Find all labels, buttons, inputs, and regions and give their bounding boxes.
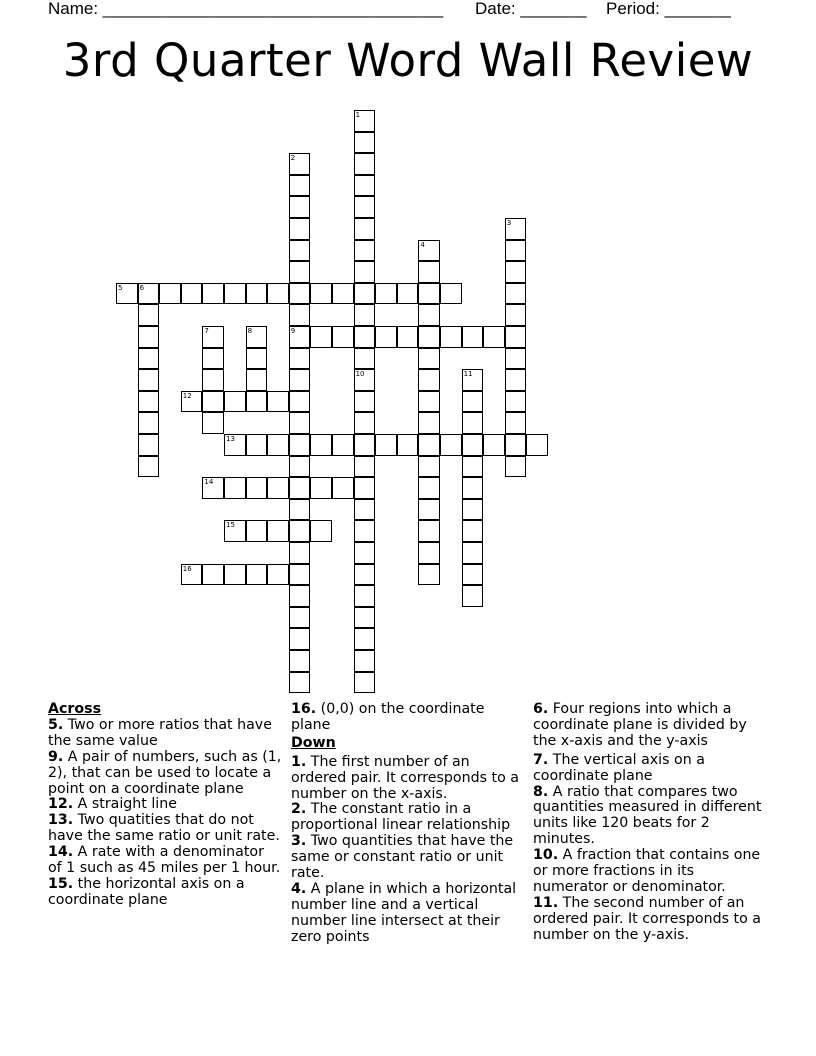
grid-cell[interactable] [375,283,397,305]
grid-cell[interactable] [332,283,354,305]
period-field-label: Period: _______ [606,0,731,18]
grid-cell[interactable] [332,434,354,456]
clue-number: 3 [506,219,512,227]
grid-cell[interactable] [289,153,311,175]
grid-cell[interactable] [354,585,376,607]
grid-cell[interactable] [246,283,268,305]
grid-cell[interactable] [138,304,160,326]
grid-cell[interactable] [202,348,224,370]
grid-cell[interactable] [246,348,268,370]
clue-number: 12 [182,391,192,400]
grid-cell[interactable] [483,434,505,456]
grid-cell[interactable] [354,628,376,650]
grid-cell[interactable] [289,391,311,413]
grid-cell[interactable] [289,369,311,391]
clue-across-13: 13. Two quatities that do not have the same ratio or unit rate. [48,812,280,845]
grid-cell[interactable] [354,650,376,672]
grid-cell[interactable] [354,348,376,370]
clue-number: 6 [139,283,145,292]
grid-cell[interactable] [375,434,397,456]
grid-cell[interactable] [483,326,505,348]
grid-cell[interactable] [267,564,289,586]
grid-cell[interactable] [418,326,440,348]
grid-cell[interactable] [310,520,332,542]
grid-cell[interactable] [138,391,160,413]
clue-across-15: 15. the horizontal axis on a coordinate plane [48,875,245,908]
grid-cell[interactable] [138,412,160,434]
grid-cell[interactable] [289,520,311,542]
grid-cell[interactable] [418,283,440,305]
grid-cell[interactable] [310,283,332,305]
clue-number: 10 [355,370,365,379]
grid-cell[interactable] [354,369,376,391]
grid-cell[interactable] [181,283,203,305]
grid-cell[interactable] [505,369,527,391]
grid-cell[interactable] [354,391,376,413]
grid-cell[interactable] [159,283,181,305]
grid-cell[interactable] [354,218,376,240]
clue-number: 8 [247,327,253,335]
grid-cell[interactable] [202,369,224,391]
grid-cell[interactable] [202,283,224,305]
clue-down-11: 11. The second number of an ordered pair. It corresponds to a number on the y-axis. [533,894,761,943]
grid-cell[interactable] [354,456,376,478]
grid-cell[interactable] [397,283,419,305]
grid-cell[interactable] [354,110,376,132]
grid-cell[interactable] [354,132,376,154]
grid-cell[interactable] [462,391,484,413]
grid-cell[interactable] [181,391,203,413]
grid-cell[interactable] [246,326,268,348]
grid-cell[interactable] [462,412,484,434]
grid-cell[interactable] [289,607,311,629]
grid-cell[interactable] [202,326,224,348]
grid-cell[interactable] [505,412,527,434]
grid-cell[interactable] [267,434,289,456]
grid-cell[interactable] [354,520,376,542]
grid-cell[interactable] [289,218,311,240]
clue-down-4: 4. A plane in which a horizontal number line and a vertical number line intersect at their zero points [291,880,517,945]
grid-cell[interactable] [289,564,311,586]
clue-number: 4 [420,240,425,249]
grid-cell[interactable] [418,477,440,499]
grid-cell[interactable] [418,456,440,478]
grid-cell[interactable] [462,585,484,607]
grid-cell[interactable] [310,434,332,456]
clue-number: 14 [204,478,214,487]
grid-cell[interactable] [354,499,376,521]
grid-cell[interactable] [332,477,354,499]
grid-cell[interactable] [289,348,311,370]
grid-cell[interactable] [310,326,332,348]
grid-cell[interactable] [462,542,484,564]
grid-cell[interactable] [462,499,484,521]
grid-cell[interactable] [354,261,376,283]
grid-cell[interactable] [354,434,376,456]
clue-number: 1 [355,111,361,119]
clue-across-12: 12. A straight line [48,796,177,813]
grid-cell[interactable] [289,196,311,218]
grid-cell[interactable] [354,326,376,348]
grid-cell[interactable] [354,542,376,564]
grid-cell[interactable] [462,434,484,456]
grid-cell[interactable] [267,520,289,542]
grid-cell[interactable] [354,304,376,326]
grid-cell[interactable] [289,261,311,283]
grid-cell[interactable] [289,240,311,262]
grid-cell[interactable] [224,391,246,413]
clue-down-2: 2. The constant ratio in a proportional linear relationship [291,801,511,834]
clue-down-3: 3. Two quantities that have the same or constant ratio or unit rate. [291,833,514,882]
grid-cell[interactable] [354,175,376,197]
grid-cell[interactable] [354,477,376,499]
grid-cell[interactable] [289,628,311,650]
clue-number: 16 [182,564,192,573]
grid-cell[interactable] [332,326,354,348]
grid-cell[interactable] [354,607,376,629]
name-field-label: Name: ____________________________________ [48,0,444,18]
grid-cell[interactable] [246,434,268,456]
clue-across-16: 16. (0,0) on the coordinate plane [291,701,485,733]
grid-cell[interactable] [418,499,440,521]
grid-cell[interactable] [354,564,376,586]
clue-down-6: 6. Four regions into which a coordinate plane is divided by the x-axis and the y-axis [533,701,747,749]
grid-cell[interactable] [354,412,376,434]
grid-cell[interactable] [418,520,440,542]
grid-cell[interactable] [202,564,224,586]
grid-cell[interactable] [289,434,311,456]
grid-cell[interactable] [418,434,440,456]
clue-down-8: 8. A ratio that compares two quantities measured in different units like 120 beats for 2 minutes. [533,783,762,848]
grid-cell[interactable] [289,499,311,521]
grid-cell[interactable] [505,348,527,370]
clue-number: 15 [226,521,235,530]
grid-cell[interactable] [138,434,160,456]
grid-cell[interactable] [116,283,138,305]
grid-cell[interactable] [289,283,311,305]
grid-cell[interactable] [354,153,376,175]
grid-cell[interactable] [462,520,484,542]
grid-cell[interactable] [462,326,484,348]
across-heading: Across [48,701,102,717]
grid-cell[interactable] [267,283,289,305]
grid-cell[interactable] [138,283,160,305]
clue-number: 2 [290,154,296,163]
grid-cell[interactable] [354,196,376,218]
grid-cell[interactable] [310,477,332,499]
grid-cell[interactable] [505,456,527,478]
grid-cell[interactable] [267,391,289,413]
clue-across-14: 14. A rate with a denominator of 1 such as 45 miles per 1 hour. [48,844,281,877]
clue-down-10: 10. A fraction that contains one or more fractions in its numerator or denominator. [533,847,761,895]
grid-cell[interactable] [418,412,440,434]
grid-cell[interactable] [418,304,440,326]
grid-cell[interactable] [289,326,311,348]
clue-down-7: 7. The vertical axis on a coordinate plane [533,751,705,784]
clue-number: 9 [290,327,296,335]
grid-cell[interactable] [289,672,311,694]
grid-cell[interactable] [354,672,376,694]
grid-cell[interactable] [397,326,419,348]
clue-across-9: 9. A pair of numbers, such as (1, 2), that can be used to locate a point on a coordinate plane [48,748,282,797]
grid-cell[interactable] [397,434,419,456]
grid-cell[interactable] [462,564,484,586]
clues-column-1 [48,702,282,909]
grid-cell[interactable] [440,326,462,348]
grid-cell[interactable] [526,434,548,456]
grid-cell[interactable] [246,391,268,413]
grid-cell[interactable] [224,477,246,499]
grid-cell[interactable] [289,412,311,434]
grid-cell[interactable] [462,456,484,478]
grid-cell[interactable] [375,326,397,348]
grid-cell[interactable] [505,240,527,262]
grid-cell[interactable] [418,542,440,564]
grid-cell[interactable] [289,650,311,672]
grid-cell[interactable] [202,412,224,434]
grid-cell[interactable] [289,585,311,607]
grid-cell[interactable] [418,564,440,586]
grid-cell[interactable] [505,304,527,326]
grid-cell[interactable] [202,391,224,413]
grid-cell[interactable] [505,283,527,305]
grid-cell[interactable] [289,477,311,499]
clue-number: 13 [226,435,235,443]
clue-across-5: 5. Two or more ratios that have the same value [48,716,272,749]
grid-cell[interactable] [440,283,462,305]
grid-cell[interactable] [418,391,440,413]
date-field-label: Date: _______ [475,0,587,18]
grid-cell[interactable] [224,283,246,305]
down-heading: Down [291,734,336,751]
grid-cell[interactable] [246,477,268,499]
grid-cell[interactable] [289,175,311,197]
grid-cell[interactable] [354,240,376,262]
grid-cell[interactable] [418,261,440,283]
grid-cell[interactable] [505,434,527,456]
clue-down-1: 1. The first number of an ordered pair. It corresponds to a number on the x-axis. [291,753,519,802]
grid-cell[interactable] [462,477,484,499]
grid-cell[interactable] [202,477,224,499]
clues-column-3 [533,702,769,944]
grid-cell[interactable] [505,326,527,348]
grid-cell[interactable] [181,564,203,586]
grid-cell[interactable] [138,456,160,478]
clue-number: 11 [463,370,473,379]
grid-cell[interactable] [267,477,289,499]
grid-cell[interactable] [246,369,268,391]
grid-cell[interactable] [224,520,246,542]
clue-number: 7 [204,327,209,335]
grid-cell[interactable] [138,326,160,348]
grid-cell[interactable] [289,542,311,564]
grid-cell[interactable] [289,456,311,478]
grid-cell[interactable] [440,434,462,456]
grid-cell[interactable] [418,369,440,391]
grid-cell[interactable] [418,348,440,370]
grid-cell[interactable] [505,218,527,240]
grid-cell[interactable] [418,240,440,262]
grid-cell[interactable] [505,261,527,283]
grid-cell[interactable] [224,434,246,456]
grid-cell[interactable] [224,564,246,586]
grid-cell[interactable] [246,564,268,586]
clues-column-2 [291,702,527,946]
page-title: 3rd Quarter Word Wall Review [62,34,754,87]
grid-cell[interactable] [289,304,311,326]
clue-number: 5 [118,283,123,292]
grid-cell[interactable] [138,348,160,370]
grid-cell[interactable] [462,369,484,391]
grid-cell[interactable] [138,369,160,391]
grid-cell[interactable] [505,391,527,413]
grid-cell[interactable] [246,520,268,542]
grid-cell[interactable] [354,283,376,305]
